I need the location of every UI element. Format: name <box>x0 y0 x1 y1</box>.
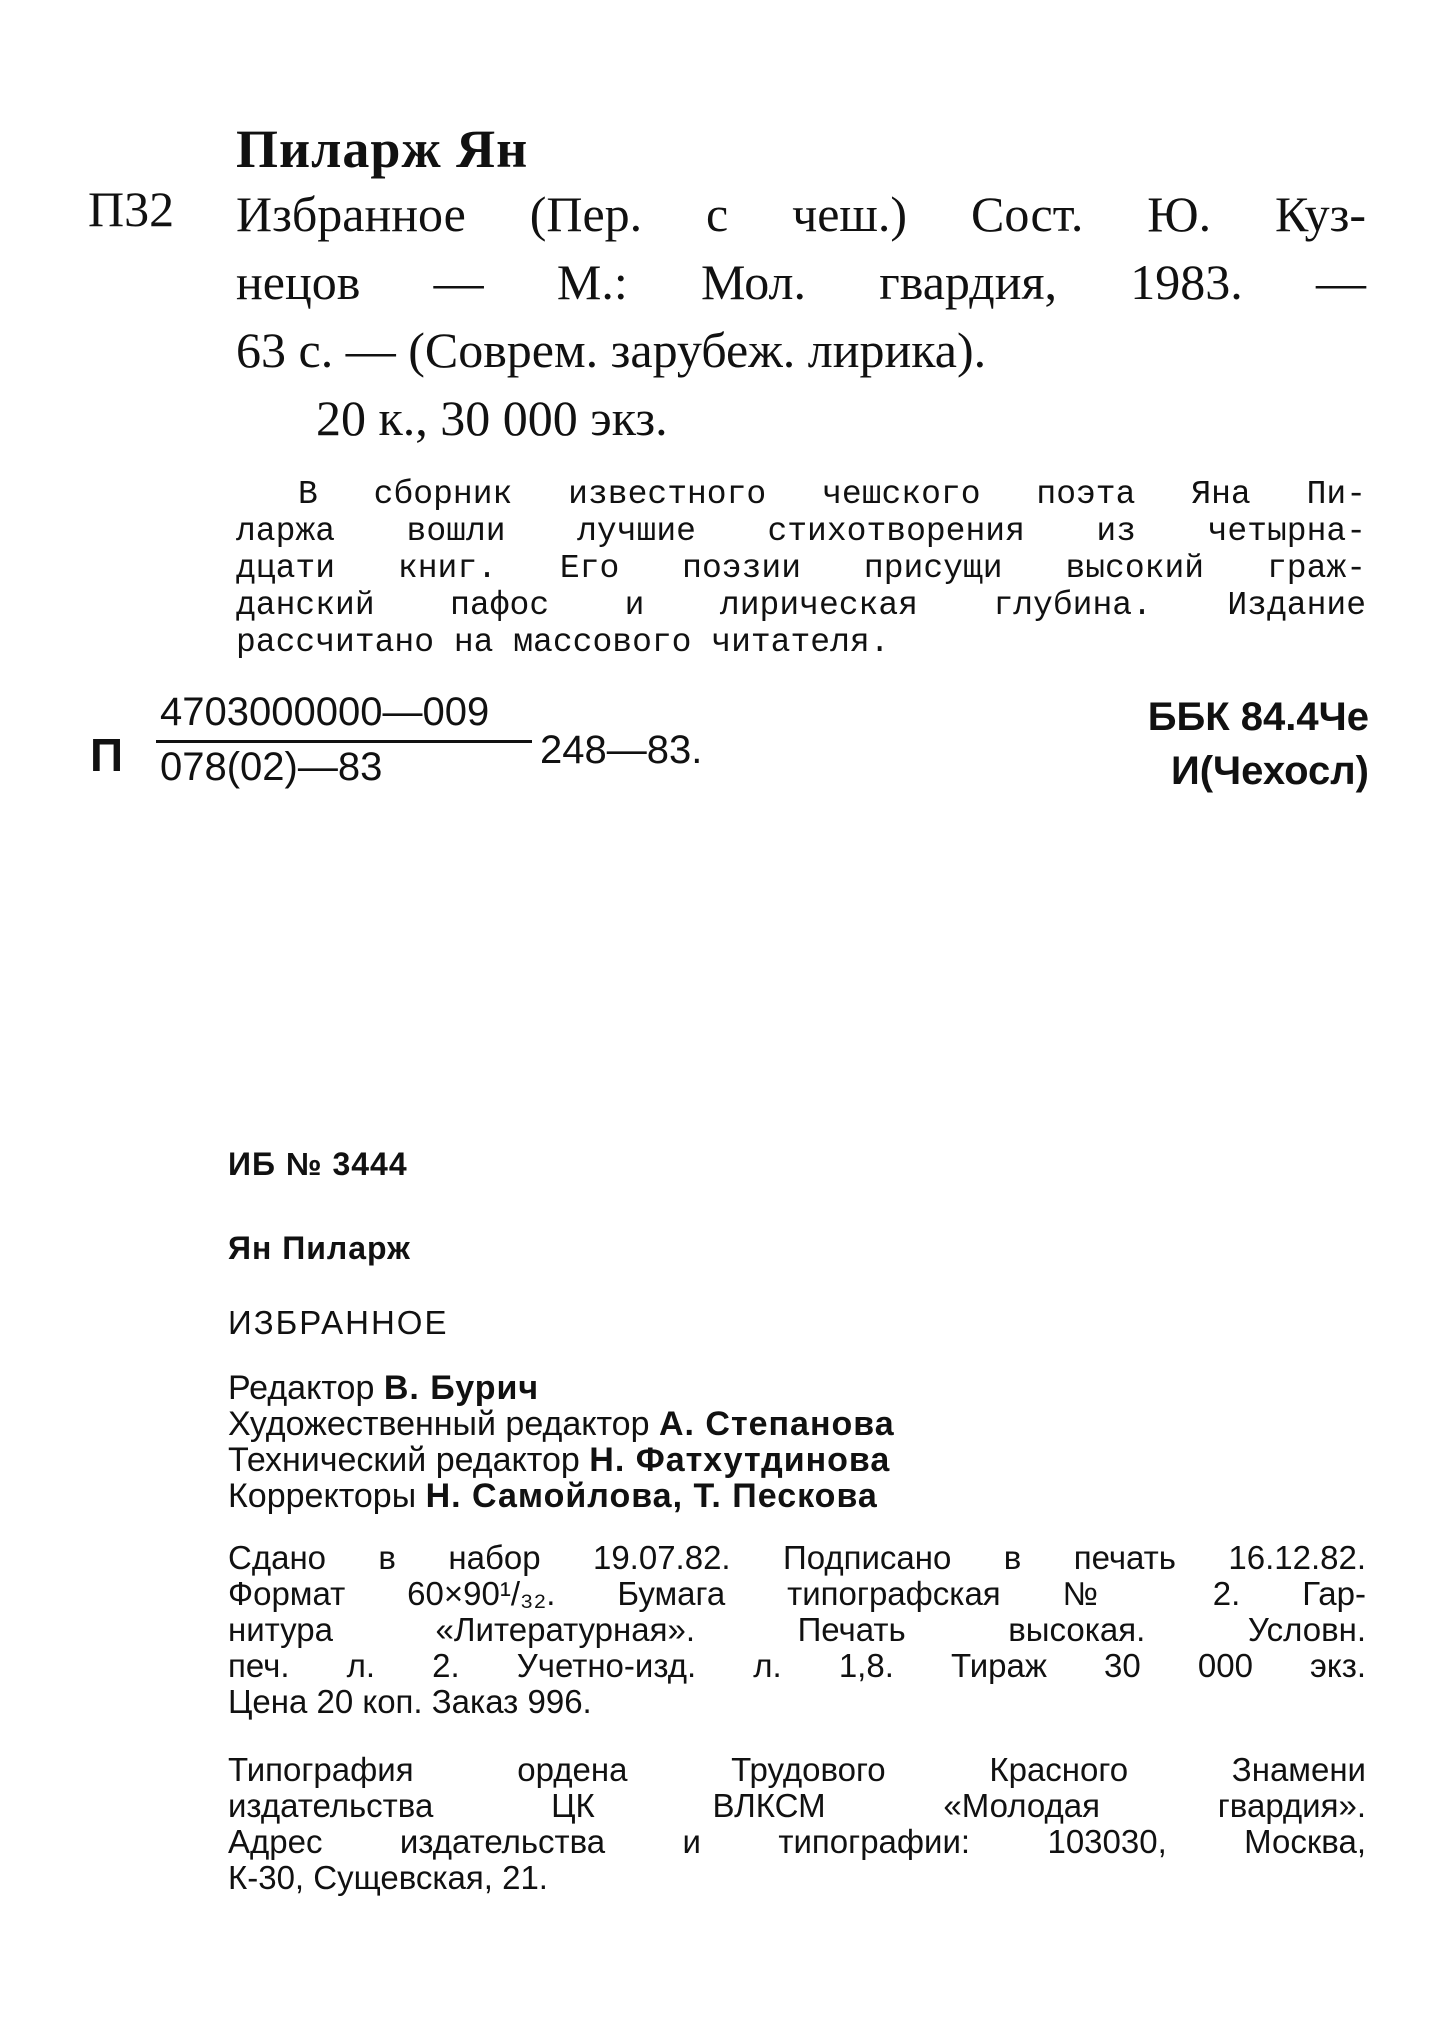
colophon-title: ИЗБРАННОЕ <box>228 1304 449 1341</box>
staff-row <box>228 1478 895 1514</box>
staff-row <box>228 1370 895 1406</box>
index-denominator: 078(02)—83 <box>160 745 383 789</box>
print-details <box>228 1540 1366 1720</box>
bbk-code: ББК 84.4Че <box>1147 695 1369 739</box>
staff-name: Н. Фатхутдинова <box>589 1441 891 1479</box>
print-line: Формат 60×90¹/₃₂. Бумага типографская № 2. Гар- <box>228 1575 1366 1612</box>
colophon-author: Ян Пиларж <box>228 1230 411 1266</box>
index-suffix: 248—83. <box>540 728 703 772</box>
annotation-line: В сборник известного чешского поэта Яна Пи- <box>298 476 1366 513</box>
staff-role: Редактор <box>228 1369 375 1407</box>
printing-house-line: К-30, Сущевская, 21. <box>228 1859 548 1896</box>
printing-house-line: Типография ордена Трудового Красного Знамени <box>228 1751 1366 1788</box>
editorial-staff <box>228 1370 895 1514</box>
printing-house-line: Адрес издательства и типографии: 103030, Москва, <box>228 1823 1366 1860</box>
bib-line: нецов — М.: Мол. гвардия, 1983. — <box>236 254 1366 310</box>
annotation-line: дцати книг. Его поэзии присущи высокий граж- <box>236 550 1366 587</box>
index-letter: П <box>90 729 124 781</box>
annotation <box>236 476 1366 661</box>
print-line: Сдано в набор 19.07.82. Подписано в печать 16.12.82. <box>228 1539 1366 1576</box>
card-catalog-code: П32 <box>88 181 175 237</box>
staff-row <box>228 1406 895 1442</box>
bib-line: Избранное (Пер. с чеш.) Сост. Ю. Куз- <box>236 186 1366 242</box>
bibliographic-description <box>236 180 1366 452</box>
bbk-region: И(Чехосл) <box>1170 749 1369 793</box>
print-line: нитура «Литературная». Печать высокая. Условн. <box>228 1611 1366 1648</box>
staff-role: Художественный редактор <box>228 1405 650 1443</box>
staff-row <box>228 1442 895 1478</box>
print-line: Цена 20 коп. Заказ 996. <box>228 1683 592 1720</box>
printing-house <box>228 1752 1366 1896</box>
index-numerator: 4703000000—009 <box>160 690 490 734</box>
ib-number: ИБ № 3444 <box>228 1146 408 1182</box>
print-line: печ. л. 2. Учетно-изд. л. 1,8. Тираж 30 000 экз. <box>228 1647 1366 1684</box>
price-circulation: 20 к., 30 000 экз. <box>316 390 668 446</box>
annotation-line: данский пафос и лирическая глубина. Издание <box>236 587 1366 624</box>
annotation-line: ларжа вошли лучшие стихотворения из четырна- <box>236 513 1366 550</box>
index-fraction <box>156 690 532 790</box>
card-author: Пиларж Ян <box>236 119 529 179</box>
printing-house-line: издательства ЦК ВЛКСМ «Молодая гвардия». <box>228 1787 1366 1824</box>
bib-line: 63 с. — (Соврем. зарубеж. лирика). <box>236 322 987 378</box>
staff-name: В. Бурич <box>383 1369 540 1407</box>
staff-role: Корректоры <box>228 1477 417 1515</box>
annotation-line: рассчитано на массового читателя. <box>236 624 890 661</box>
staff-role: Технический редактор <box>228 1441 580 1479</box>
staff-name: Н. Самойлова, Т. Пескова <box>425 1477 878 1515</box>
staff-name: А. Степанова <box>658 1405 895 1443</box>
bbk-classification <box>1148 690 1369 798</box>
